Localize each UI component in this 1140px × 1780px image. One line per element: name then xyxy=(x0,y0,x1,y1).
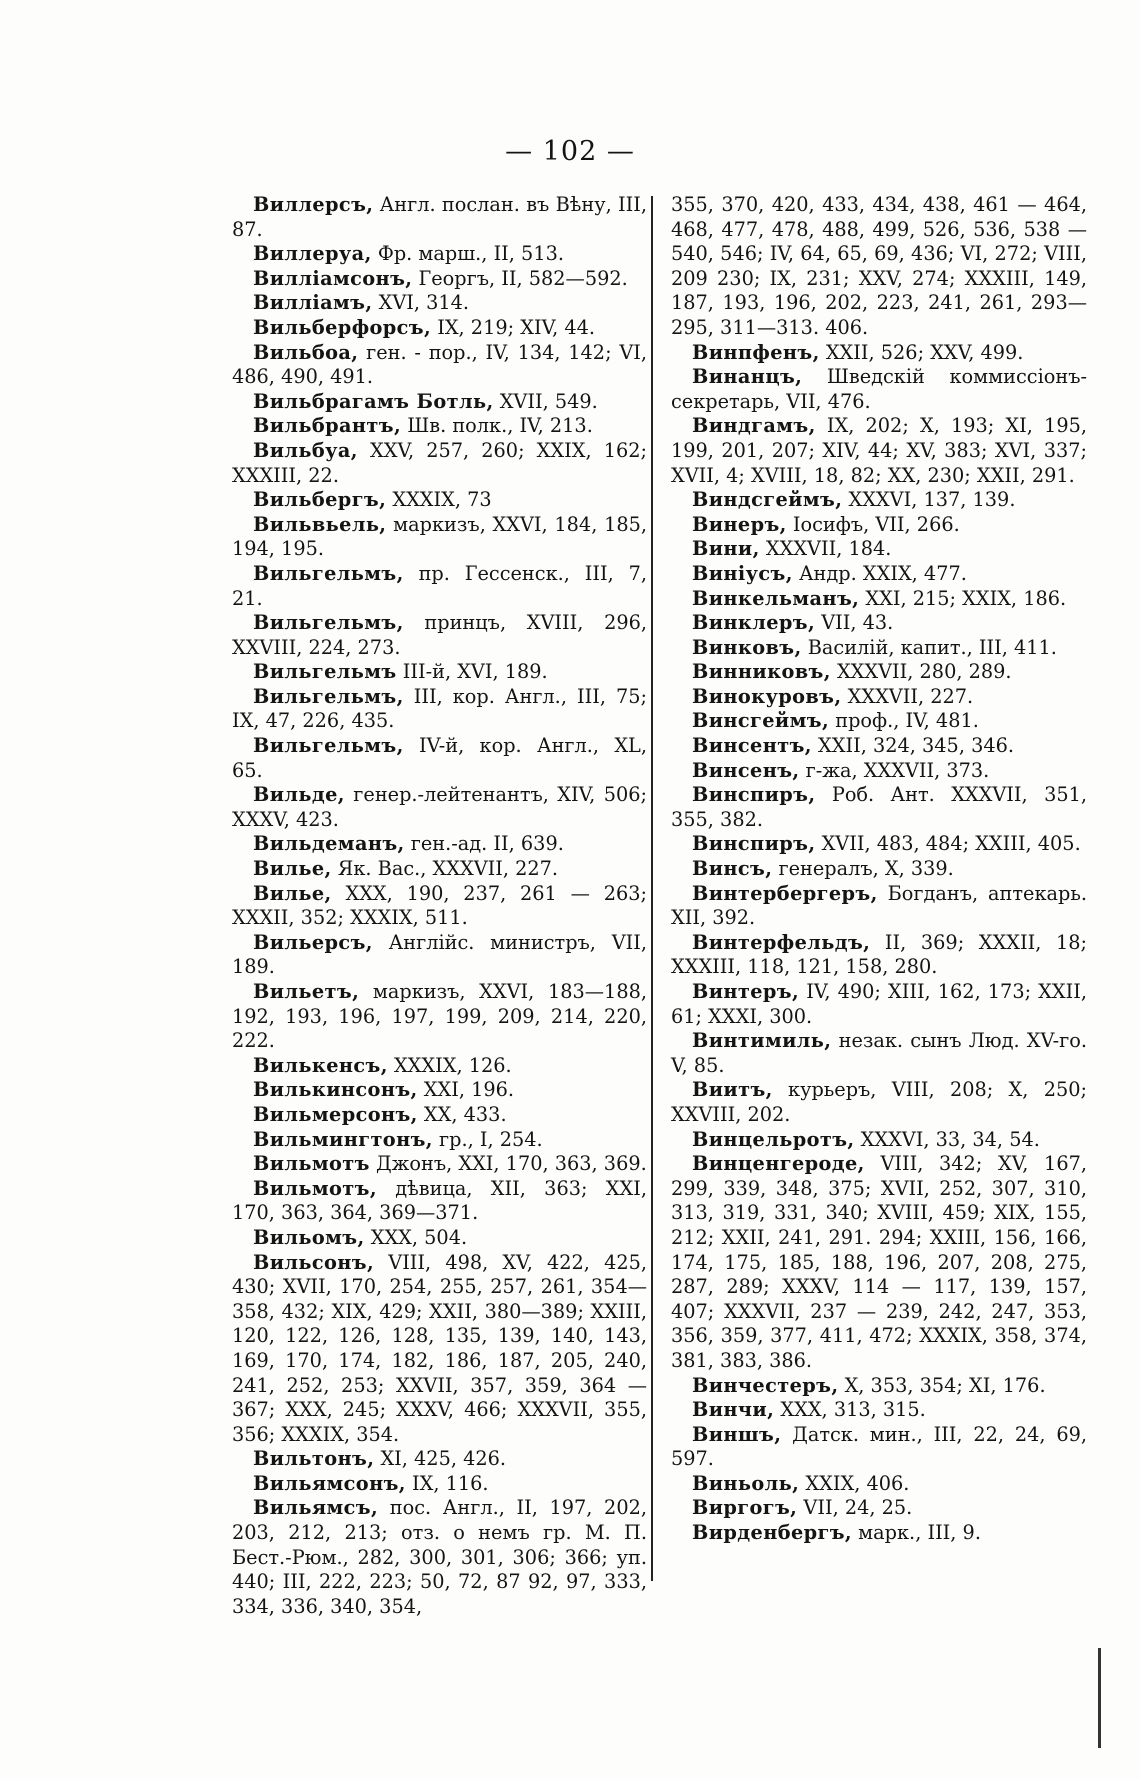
index-entry xyxy=(671,931,1087,980)
index-entry xyxy=(232,1177,647,1226)
entry-references: XXXVII, 280, 289. xyxy=(830,660,1012,684)
entry-headword: Винтимиль, xyxy=(692,1029,832,1053)
index-entry xyxy=(671,734,1087,759)
index-entry xyxy=(671,1472,1087,1497)
index-entry xyxy=(671,1152,1087,1373)
entry-headword: Винсентъ, xyxy=(692,734,812,758)
entry-references: Фр. марш., II, 513. xyxy=(371,242,564,266)
index-entry xyxy=(232,414,647,439)
index-entry xyxy=(671,513,1087,538)
entry-references: VIII, 342; XV, 167, 299, 339, 348, 375; XVII, 252, 307, 310, 313, 319, 331, 340; XVIII, 459; XIX, 155, 212; XXII, 241, 291. 294; XXIII, 156, 166, 174, 175, 185, 188, 196, 207, 208, 275, 287, 289; XXXV, 114 — 117, 139, 157, 407; XXXVII, 237 — 239, 242, 247, 353, 356, 359, 377, 411, 472; XXXIX, 358, 374, 381, 383, 386. xyxy=(671,1152,1087,1372)
entry-headword: Вильбрагамъ Ботль, xyxy=(253,389,494,413)
entry-references: XI, 425, 426. xyxy=(374,1447,507,1471)
entry-references: маркизъ, XXVI, 183—188, 192, 193, 196, 197, 199, 209, 214, 220, 222. xyxy=(232,980,647,1053)
entry-references: ген. - пор., IV, 134, 142; VI, 486, 490, 491. xyxy=(232,340,647,389)
entry-references: XVI, 314. xyxy=(372,291,470,315)
entry-references: гр., I, 254. xyxy=(432,1127,543,1151)
entry-headword: Виллеруа, xyxy=(253,242,372,266)
entry-references: VIII, 498, XV, 422, 425, 430; XVII, 170, 254, 255, 257, 261, 354—358, 432; XIX, 429; XXII, 380—389; XXIII, 120, 122, 126, 128, 135, 139, 140, 143, 169, 170, 174, 182, 186, 187, 205, 240, 241, 252, 253; XXVII, 357, 359, 364 — 367; XXX, 245; XXXV, 466; XXXVII, 355, 356; XXXIX, 354. xyxy=(232,1250,647,1446)
entry-references: Джонъ, XXI, 170, 363, 369. xyxy=(369,1152,647,1176)
entry-references: XXI, 215; XXIX, 186. xyxy=(859,586,1067,610)
entry-references: Василій, капит., III, 411. xyxy=(801,635,1057,659)
entry-references: Роб. Ант. XXXVII, 351, 355, 382. xyxy=(671,783,1087,831)
entry-headword: Вильмотъ xyxy=(253,1152,370,1176)
entry-references: XVII, 483, 484; XXIII, 405. xyxy=(815,832,1081,856)
entry-headword: Винокуровъ, xyxy=(692,684,842,708)
entry-references: Англійс. министръ, VII, 189. xyxy=(232,930,647,979)
entry-headword: Вильде, xyxy=(253,783,345,807)
index-entry xyxy=(671,857,1087,882)
entry-references: XXX, 313, 315. xyxy=(774,1398,926,1422)
entry-references: XXII, 526; XXV, 499. xyxy=(819,340,1024,364)
entry-references: XXXVII, 184. xyxy=(759,537,892,561)
entry-headword: Вилькенсъ, xyxy=(253,1053,388,1077)
entry-references: маркизъ, XXVI, 184, 185, 194, 195. xyxy=(232,512,647,561)
index-entry xyxy=(232,931,647,980)
entry-references: Андр. XXIX, 477. xyxy=(792,561,967,585)
index-entry xyxy=(232,1472,647,1497)
entry-headword: Виньоль, xyxy=(692,1471,800,1495)
index-entry xyxy=(671,1078,1087,1127)
entry-references: IV, 490; XIII, 162, 173; XXII, 61; XXXI, 300. xyxy=(671,980,1087,1028)
entry-headword: Виргогъ, xyxy=(692,1496,798,1520)
entry-references: III-й, XVI, 189. xyxy=(396,660,548,684)
entry-references: Іосифъ, VII, 266. xyxy=(786,512,960,536)
entry-references: XXXVI, 137, 139. xyxy=(842,488,1016,512)
index-entry xyxy=(232,1103,647,1128)
entry-headword: Винспиръ, xyxy=(692,783,816,807)
index-entry xyxy=(671,832,1087,857)
entry-references: незак. сынъ Люд. XV-го. V, 85. xyxy=(671,1029,1087,1077)
entry-headword: Вини, xyxy=(692,537,760,561)
index-entry xyxy=(671,1423,1087,1472)
index-entry xyxy=(232,316,647,341)
entry-references: XXII, 324, 345, 346. xyxy=(811,734,1015,758)
entry-headword: Вильгельмъ, xyxy=(253,611,404,635)
entry-headword: Виитъ, xyxy=(692,1078,773,1102)
entry-references: марк., III, 9. xyxy=(852,1521,981,1545)
entry-references: проф., IV, 481. xyxy=(829,709,979,733)
entry-references: XXXVII, 227. xyxy=(841,684,974,708)
entry-headword: Винкельманъ, xyxy=(692,586,860,610)
index-entry xyxy=(232,1226,647,1251)
entry-headword: Вильямсонъ, xyxy=(253,1471,406,1495)
entry-headword: Винчи, xyxy=(692,1398,775,1422)
index-entry xyxy=(232,291,647,316)
entry-references: Англ. послан. въ Вѣну, III, 87. xyxy=(232,193,647,241)
entry-headword: Вилькинсонъ, xyxy=(253,1078,418,1102)
index-entry xyxy=(232,1152,647,1177)
index-entry xyxy=(671,365,1087,414)
entry-headword: Вильгельмъ, xyxy=(253,734,404,758)
entry-headword: Винцельротъ, xyxy=(692,1127,855,1151)
entry-references: пос. Англ., II, 197, 202, 203, 212, 213; отз. о немъ гр. М. П. Бест.-Рюм., 282, 300, 301, 306; 366; уп. 440; III, 222, 223; 50, 72, 87 92, 97, 333, 334, 336, 340, 354, xyxy=(232,1496,647,1618)
index-entry xyxy=(232,1054,647,1079)
index-entry xyxy=(671,1398,1087,1423)
entry-headword: Винсъ, xyxy=(692,857,773,881)
entry-references: Георгъ, II, 582—592. xyxy=(412,266,628,290)
index-entry xyxy=(232,611,647,660)
index-entry xyxy=(232,1251,647,1448)
entry-references: ген.-ад. II, 639. xyxy=(404,832,564,856)
entry-references: VII, 43. xyxy=(815,611,894,635)
entry-references: дѣвица, XII, 363; XXI, 170, 363, 364, 369—371. xyxy=(232,1176,647,1225)
entry-headword: Винковъ, xyxy=(692,635,802,659)
entry-headword: Винспиръ, xyxy=(692,832,816,856)
index-entry xyxy=(232,193,647,242)
index-entry xyxy=(232,882,647,931)
entry-headword: Вильбрантъ, xyxy=(253,414,402,438)
entry-references: XXV, 257, 260; XXIX, 162; XXXIII, 22. xyxy=(232,438,647,487)
entry-references: II, 369; XXXII, 18; XXXIII, 118, 121, 158, 280. xyxy=(671,930,1087,979)
entry-references: VII, 24, 25. xyxy=(797,1496,913,1520)
entry-references: XXXVI, 33, 34, 54. xyxy=(854,1127,1040,1151)
column-divider xyxy=(651,196,653,1581)
index-entry xyxy=(232,734,647,783)
index-entry xyxy=(671,611,1087,636)
page-number: — 102 — xyxy=(505,136,635,167)
entry-headword: Вильвьель, xyxy=(253,512,387,536)
index-entry xyxy=(671,587,1087,612)
right-column xyxy=(671,193,1087,1546)
entry-references: XXXIX, 73 xyxy=(386,488,492,512)
index-entry xyxy=(671,1128,1087,1153)
index-entry xyxy=(671,1374,1087,1399)
index-entry xyxy=(671,759,1087,784)
entry-references: XXXIX, 126. xyxy=(387,1053,512,1077)
index-entry xyxy=(232,832,647,857)
index-entry xyxy=(232,1496,647,1619)
index-entry xyxy=(232,1128,647,1153)
index-entry xyxy=(232,857,647,882)
entry-headword: Винтеръ, xyxy=(692,980,800,1003)
entry-references: IX, 219; XIV, 44. xyxy=(431,315,596,339)
entry-headword: Винанцъ, xyxy=(692,365,803,389)
entry-headword: Вильямсъ, xyxy=(253,1496,379,1520)
index-entry xyxy=(671,414,1087,488)
entry-headword: Вильерсъ, xyxy=(253,930,373,954)
index-entry xyxy=(232,488,647,513)
entry-headword: Виндсгеймъ, xyxy=(692,488,843,512)
index-entry xyxy=(232,980,647,1054)
index-entry xyxy=(671,685,1087,710)
entry-headword: Вильгельмъ, xyxy=(253,684,404,708)
entry-headword: Вильмотъ, xyxy=(253,1176,377,1200)
index-entry xyxy=(232,1078,647,1103)
entry-headword: Вильетъ, xyxy=(253,980,360,1003)
entry-references: X, 353, 354; XI, 176. xyxy=(838,1373,1046,1397)
entry-headword: Вильбергъ, xyxy=(253,488,387,512)
entry-headword: Винеръ, xyxy=(692,512,787,536)
entry-references: III, кор. Англ., III, 75; IX, 47, 226, 435. xyxy=(232,684,647,733)
entry-headword: Винсенъ, xyxy=(692,758,800,782)
index-entry xyxy=(671,193,1087,341)
entry-references: генер.-лейтенантъ, XIV, 506; XXXV, 423. xyxy=(232,783,647,831)
entry-headword: Вильдеманъ, xyxy=(253,832,405,856)
entry-references: IV-й, кор. Англ., XL, 65. xyxy=(232,734,647,782)
index-entry xyxy=(671,341,1087,366)
entry-headword: Вильомъ, xyxy=(253,1225,365,1249)
index-entry xyxy=(671,1521,1087,1546)
entry-references: XXX, 190, 237, 261 — 263; XXXII, 352; XXXIX, 511. xyxy=(232,881,647,930)
index-entry xyxy=(671,636,1087,661)
entry-headword: Вилліамъ, xyxy=(253,291,373,315)
index-entry xyxy=(671,882,1087,931)
index-entry xyxy=(232,439,647,488)
entry-headword: Винтерфельдъ, xyxy=(692,930,871,954)
index-entry xyxy=(232,390,647,415)
entry-headword: Вилліамсонъ, xyxy=(253,266,413,290)
entry-headword: Винсгеймъ, xyxy=(692,709,830,733)
index-entry xyxy=(671,783,1087,832)
entry-headword: Виндгамъ, xyxy=(692,414,816,438)
entry-headword: Винтербергеръ, xyxy=(692,881,878,905)
entry-headword: Винпфенъ, xyxy=(692,340,820,364)
index-entry xyxy=(232,783,647,832)
entry-headword: Винниковъ, xyxy=(692,660,831,684)
entry-headword: Винчестеръ, xyxy=(692,1373,839,1397)
entry-headword: Вильбоа, xyxy=(253,340,359,364)
entry-references: принцъ, XVIII, 296, XXVIII, 224, 273. xyxy=(232,611,647,659)
entry-headword: Вильсонъ, xyxy=(253,1250,375,1274)
index-entry xyxy=(232,242,647,267)
entry-references: генералъ, X, 339. xyxy=(772,857,954,881)
entry-headword: Вильгельмъ xyxy=(253,660,397,684)
entry-headword: Виншъ, xyxy=(692,1422,782,1446)
left-column xyxy=(232,193,647,1619)
entry-references: Як. Вас., XXXVII, 227. xyxy=(331,857,559,881)
entry-references: Богданъ, аптекарь. XII, 392. xyxy=(671,881,1087,930)
entry-references: курьеръ, VIII, 208; X, 250; XXVIII, 202. xyxy=(671,1078,1087,1126)
index-entry xyxy=(232,267,647,292)
entry-references: XXX, 504. xyxy=(364,1225,468,1249)
entry-headword: Вильтонъ, xyxy=(253,1447,375,1471)
index-entry xyxy=(671,1496,1087,1521)
entry-headword: Винклеръ, xyxy=(692,611,816,635)
entry-references: пр. Гессенск., III, 7, 21. xyxy=(232,561,647,610)
index-entry xyxy=(671,1029,1087,1078)
entry-headword: Винценгероде, xyxy=(692,1152,865,1176)
entry-references: XX, 433. xyxy=(417,1102,507,1126)
entry-headword: Вильмингтонъ, xyxy=(253,1127,433,1151)
index-entry xyxy=(671,488,1087,513)
index-entry xyxy=(671,709,1087,734)
index-entry xyxy=(232,660,647,685)
page-edge-mark xyxy=(1098,1648,1101,1748)
entry-references: XVII, 549. xyxy=(493,389,598,413)
index-entry xyxy=(232,341,647,390)
entry-headword: Вильмерсонъ, xyxy=(253,1102,418,1126)
entry-headword: Вилье, xyxy=(253,881,332,905)
index-entry xyxy=(671,537,1087,562)
entry-references: Шв. полк., IV, 213. xyxy=(401,414,593,438)
index-entry xyxy=(232,685,647,734)
entry-headword: Виллерсъ, xyxy=(253,193,374,216)
index-entry xyxy=(671,660,1087,685)
index-entry xyxy=(232,562,647,611)
entry-headword: Виніусъ, xyxy=(692,561,793,585)
entry-references: Датск. мин., III, 22, 24, 69, 597. xyxy=(671,1422,1087,1471)
entry-references: 355, 370, 420, 433, 434, 438, 461 — 464, 468, 477, 478, 488, 499, 526, 536, 538 — 540, 546; IV, 64, 65, 69, 436; VI, 272; VIII, 209 230; IX, 231; XXV, 274; XXXIII, 149, 187, 193, 196, 202, 223, 241, 261, 293—295, 311—313. 406. xyxy=(671,193,1087,339)
entry-headword: Вильберфорсъ, xyxy=(253,315,432,339)
entry-headword: Вирденбергъ, xyxy=(692,1521,853,1545)
entry-references: XXIX, 406. xyxy=(799,1471,910,1495)
entry-references: IX, 116. xyxy=(405,1471,489,1495)
entry-headword: Вильгельмъ, xyxy=(253,561,404,585)
entry-headword: Вильбуа, xyxy=(253,438,358,462)
entry-headword: Вилье, xyxy=(253,857,332,881)
index-entry xyxy=(671,562,1087,587)
entry-references: XXI, 196. xyxy=(417,1078,515,1102)
entry-references: IX, 202; X, 193; XI, 195, 199, 201, 207; XIV, 44; XV, 383; XVI, 337; XVII, 4; XVIII, 18, 82; XX, 230; XXII, 291. xyxy=(671,414,1087,487)
index-entry xyxy=(232,1447,647,1472)
index-entry xyxy=(232,513,647,562)
index-entry xyxy=(671,980,1087,1029)
entry-references: Шведскій коммиссіонъ-секретарь, VII, 476. xyxy=(671,365,1087,413)
entry-references: г-жа, XXXVII, 373. xyxy=(799,758,990,782)
